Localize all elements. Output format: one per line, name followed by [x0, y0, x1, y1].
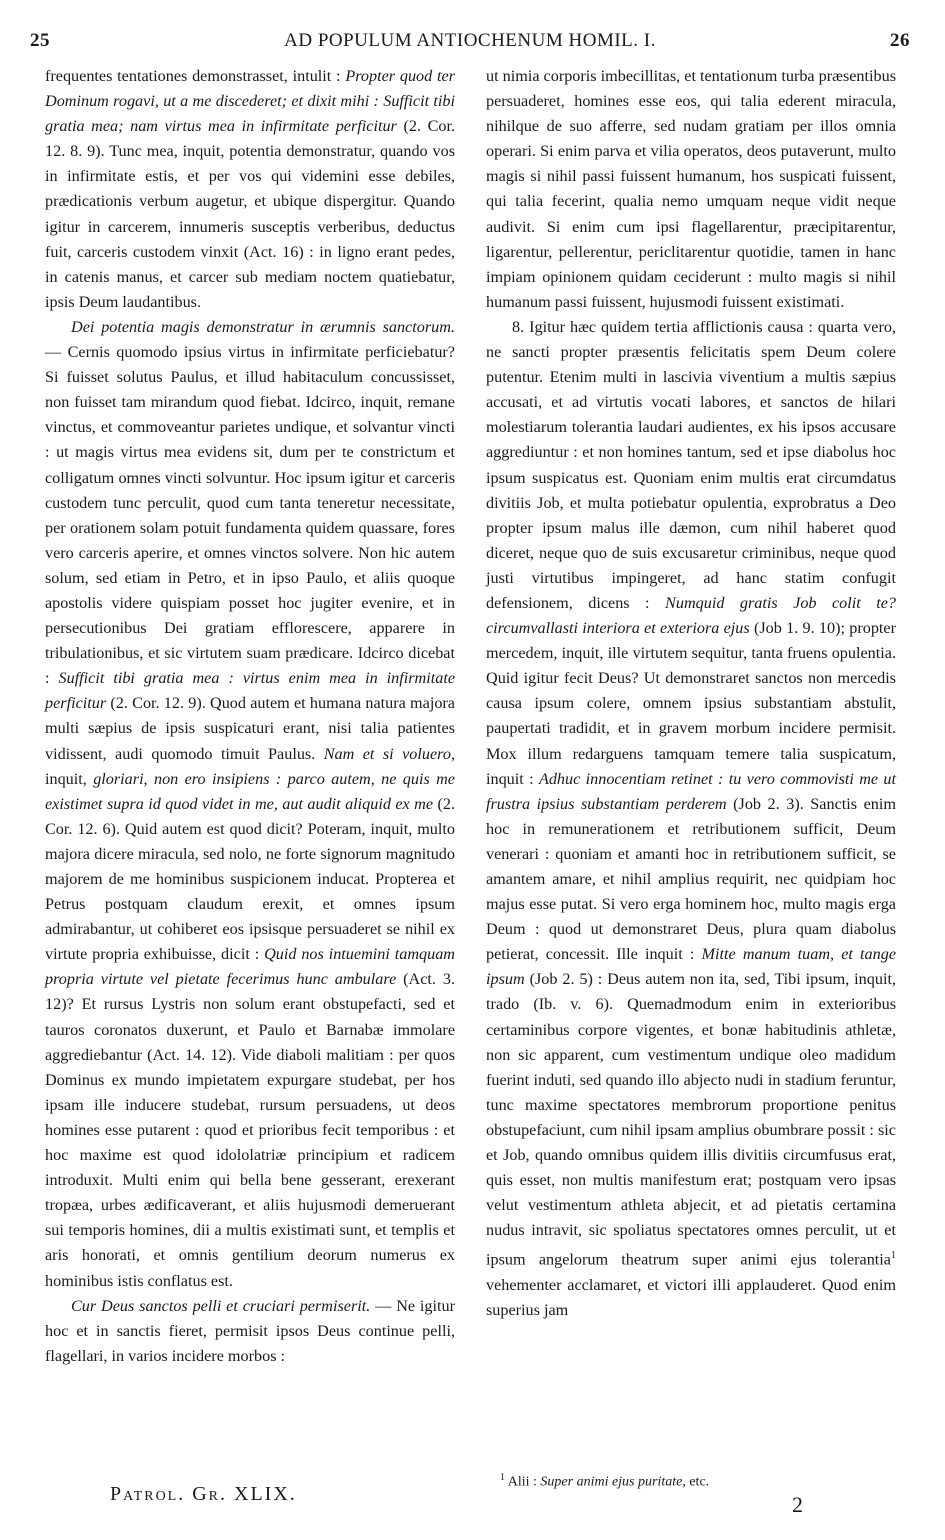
right-paragraph-1 — [486, 64, 896, 315]
scripture-quote: Nam et si voluero — [323, 744, 451, 763]
text-span: ut nimia corporis imbecillitas, et tentationum turba præsentibus persuaderet, homines esse eos, qui talia ederent miracula, nihilque de suo afferre, sed nudam gratiam per illos omnia operari. Si enim parva et vilia operatos, deos putaverunt, multo magis si nihil passi fuissent humanum, hos suspicati fuissent, qui talia fecerint, qualia nemo umquam neque vidit neque audivit. Si enim cum ipsi flagellarentur, præcipitarentur, ligarentur, pellerentur, periclitarentur quotidie, tamen in hanc impiam opinionem quidam ceciderunt : multo magis si nihil humanum passi fuissent, hujusmodi fuissent existimati. — [486, 67, 897, 311]
scripture-quote: Sufficit tibi gratia mea : virtus enim mea in infirmitate perficitur — [45, 669, 456, 713]
right-paragraph-2 — [486, 315, 896, 1323]
scripture-quote: Propter quod ter Dominum rogavi, ut a me discederet; et dixit mihi : Sufficit tibi gratia mea; nam virtus mea in infirmitate perficitur — [45, 67, 456, 136]
right-column — [486, 64, 896, 1323]
text-span: (Job 2. 5) : Deus autem non ita, sed, Tibi ipsum, inquit, trado (Ib. v. 6). Quemadmodum enim in exterioribus certaminibus corpore vigentes, et bonæ habitudinis athletæ, non sic apparent, cum vestimentum undique oleo madidum fuerint induti, sed quando illo abjecto nudi in stadium feruntur, tunc maxime spectatores membrorum proportione penitus obstupefaciunt, cum nihil ipsam amplius obumbrare possit : sic et Job, quando omnibus quidem illis divitiis circumfusus erat, quis esset, non multis manifestum erat; postquam vero ipsas velut vestimentum athleta abjecit, et ad pietatis certamina nudus intravit, sic spoliatus spectatores omnes perculit, ut et ipsum angelorum theatrum super animi ejus tolerantia — [486, 970, 896, 1269]
left-paragraph-3 — [45, 1294, 455, 1369]
text-span: (2. Cor. 12. 6). Quid autem est quod dicit? Poteram, inquit, multo majora dicere miracula, sed nolo, ne forte signorum magnitudo majorem de me hominibus suspicionem inducat. Propterea et Petrus postquam claudum erexit, et omnes ipsum admirabantur, ut cohiberet eos ipsisque persuaderet se nihil ex virtute propria exhibuisse, dicit : — [45, 794, 455, 964]
text-span: , inquit, — [45, 744, 455, 788]
text-span: 8. Igitur hæc quidem tertia afflictionis causa : quarta vero, ne sancti propter præsentis felicitatis spem Deum colere putentur. Etenim multi in lascivia viventium a multis sæpius accusati, et ad virtutis vocati labores, et sanctos de hilari molestiarum tolerantia laudari audientes, ex his ipsos accusare aggrediuntur : et non homines tantum, sed et ipse diabolus hoc ipsum suspicatus est. Quoniam enim multis erat circumdatus divitiis Job, et multa potiebatur opulentia, exprobratus a Deo propter ipsum malus ille dæmon, cum nihil haberet quod diceret, neque quo de suis excusaretur criminibus, neque quod justi virtutibus impingeret, ad hanc statim confugit defensionem, dicens : — [486, 317, 896, 612]
scripture-quote: gloriari, non ero insipiens : parco autem, ne quis me existimet supra id quod videt in me, aut audit aliquid ex me — [45, 769, 455, 813]
section-heading: Dei potentia magis demonstratur in ærumnis sanctorum. — [71, 317, 455, 336]
signature-mark: 2 — [792, 1492, 803, 1517]
text-span: — Ne igitur hoc et in sanctis fieret, permisit ipsos Deus continue pelli, flagellari, in varios incidere morbos : — [45, 1296, 455, 1365]
footnote-variant: Super animi ejus puritate — [540, 1474, 683, 1490]
text-span: (2. Cor. 12. 9). Quod autem et humana natura majora multi sæpius de ipsis suspicaturi erant, nisi talia patientes vidissent, audi quomodo timuit Paulus. — [45, 694, 455, 763]
running-header — [30, 30, 910, 60]
section-heading: Cur Deus sanctos pelli et cruciari permiserit. — [71, 1296, 371, 1315]
left-paragraph-2 — [45, 315, 455, 1294]
footnote — [500, 1469, 900, 1492]
text-span: (Act. 3. 12)? Et rursus Lystris non solum erant obstupefacti, sed et tauros coronatos duxerunt, et Paulo et Barnabæ immolare aggrediebantur (Act. 14. 12). Vide diaboli malitiam : per quos Dominus ex mundo impietatem expurgare studebat, per hos ipsam ille inducere studebat, rursum persuadens, ut deos homines esse putarent : quod et prioribus fecit temporibus : et hoc maxime est quod idololatriæ principium et radicem introduxit. Multi enim qui bella bene gesserant, erexerant tropæa, urbes ædificaverant, et aliis hujusmodi demeruerant sui temporis homines, dii a multis existimati sunt, et templis et aris honorati, et omnis gentilium deorum numerus ex hominibus istis conflatus est. — [45, 970, 456, 1290]
text-span: (Job 2. 3). Sanctis enim hoc in remunerationem et retributionem sufficit, Deum venerari : quoniam et amanti hoc in retributionem sufficit, se amantem amare, et nihil amplius requirit, nec quidpiam hoc majus esse putat. Si vero erga hominem hoc, multo magis erga Deum : quod ut demonstraret Deus, plura quam diabolus petierat, concessit. Ille inquit : — [486, 794, 896, 964]
left-column — [45, 64, 455, 1369]
page-number-right: 26 — [890, 30, 910, 51]
scripture-quote: Quid nos intuemini tamquam propria virtute vel pietate fecerimus hunc ambulare — [45, 945, 455, 989]
scripture-quote: Numquid gratis Job colit te? circumvallasti interiora et exteriora ejus — [486, 593, 897, 638]
page-number-left: 25 — [30, 30, 50, 51]
text-span: (2. Cor. 12. 8. 9). Tunc mea, inquit, potentia demonstratur, quando vos in infirmitate estis, et per vos qui videmini esse debiles, prædicationis verbum augetur, et ubique dispergitur. Quando igitur in carcerem, innumeris susceptis verberibus, deductus fuit, carceris custodem vinxit (Act. 16) : in ligno erant pedes, in catenis manus, et carcer sub mediam noctem quatiebatur, ipsis Deum laudantibus. — [45, 117, 455, 311]
text-span: (Job 1. 9. 10); propter mercedem, inquit, ille virtutem sequitur, tanta fruens opulentia. Quid igitur fecit Deus? Ut demonstraret sanctos non mercedis causa ipsum colere, omnem ipsius substantiam abstulit, paupertati tradidit, et in gravem morbum incidere permisit. Mox illum redarguens tamquam temere talia suspicatum, inquit : — [486, 619, 896, 788]
footnote-number: 1 — [500, 1472, 505, 1483]
scripture-quote: Adhuc innocentiam retinet : tu vero commovisti me ut frustra ipsius substantiam perderem — [486, 769, 896, 813]
text-span: vehementer acclamaret, et victori illi applauderet. Quod enim superius jam — [486, 1275, 896, 1319]
text-span: — Cernis quomodo ipsius virtus in infirmitate perficiebatur? Si fuisset solutus Paulus, et illud habitaculum concussisset, non fuisset tam mirandum quod fiebat. Idcirco, inquit, remane vinctus, et commoveantur parietes undique, et solvantur vincti : ut magis virtus mea evidens sit, dum per te constrictum et colligatum omnes vincti solvuntur. Hoc ipsum igitur et carceris custodem tunc perculit, quod cum tanta teneretur necessitate, per orationem solam potuit fundamenta quidem quassare, fores vero carceris aperire, et omnes vinctos solvere. Non hic autem solum, sed etiam in Petro, et in ipso Paulo, et aliis quoque apostolis videre quispiam posset hoc jugiter evenire, et in persecutionibus Dei gratiam efflorescere, apparere in tribulationibus, et sic virtutem suam prædicare. Idcirco dicebat : — [45, 343, 455, 688]
running-title: AD POPULUM ANTIOCHENUM HOMIL. I. — [284, 30, 656, 51]
scripture-quote: Mitte manum tuam, et tange ipsum — [486, 945, 896, 989]
footnote-marker: 1 — [891, 1250, 896, 1262]
left-paragraph-1 — [45, 64, 455, 315]
footnote-text: Alii : — [505, 1474, 541, 1490]
collection-footer: Patrol. Gr. XLIX. — [110, 1483, 297, 1505]
text-span: frequentes tentationes demonstrasset, intulit : — [45, 67, 346, 85]
footnote-text: , etc. — [682, 1474, 710, 1490]
